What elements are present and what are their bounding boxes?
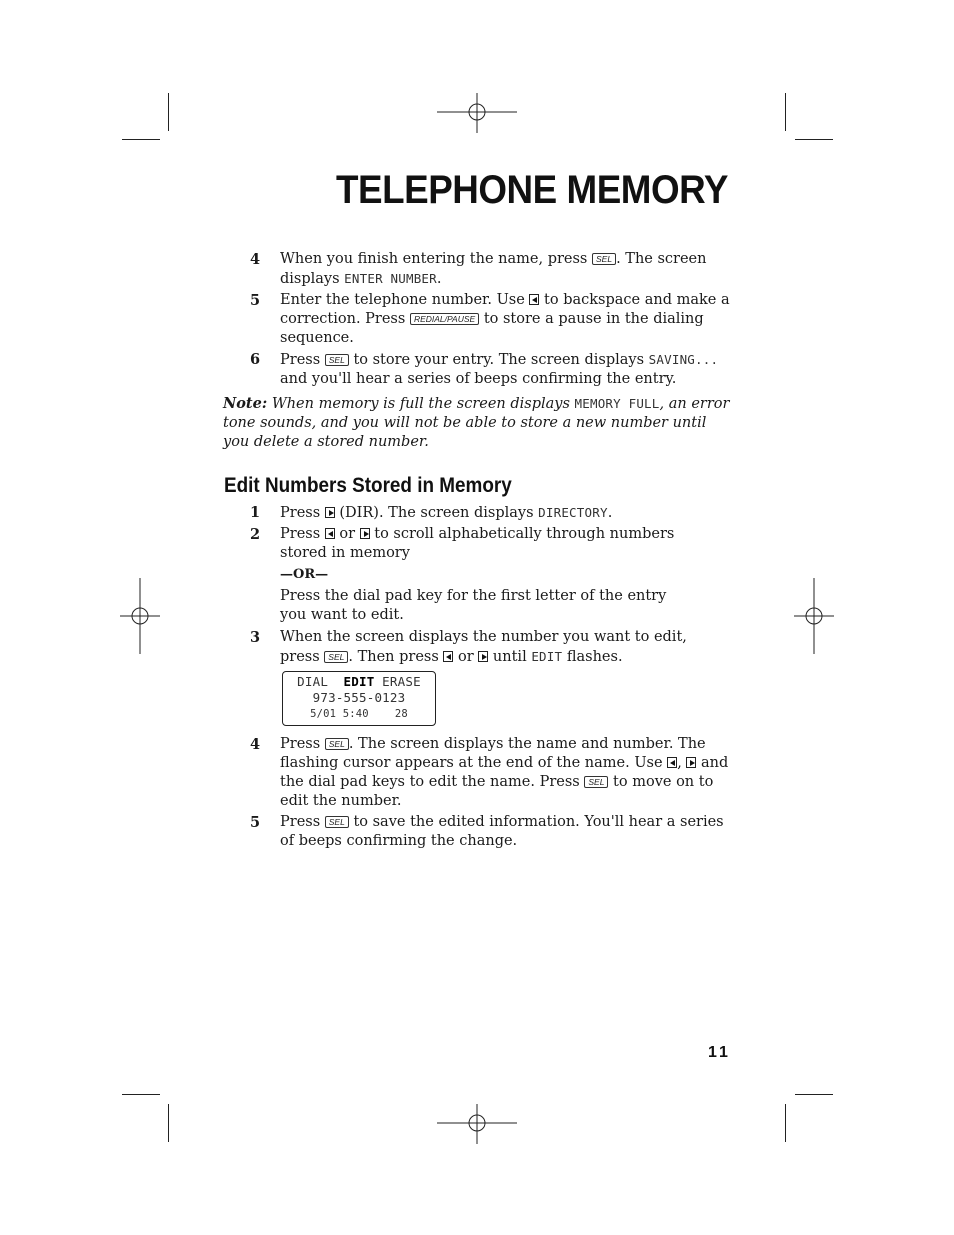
registration-crosshair-icon [437, 93, 517, 133]
crop-mark [795, 139, 833, 140]
step-text: to save the edited information. You'll hear a series of beeps confirming the change. [280, 814, 724, 849]
page-title: TELEPHONE MEMORY [335, 168, 728, 212]
right-arrow-key-icon [478, 651, 488, 662]
registration-crosshair-icon [120, 578, 160, 654]
step-text: Press [280, 352, 321, 368]
step-text: . [607, 505, 613, 521]
section-heading: Edit Numbers Stored in Memory [224, 474, 512, 497]
or-separator: —OR— [280, 567, 329, 582]
screen-text-directory: DIRECTORY [538, 505, 608, 520]
step-text: . The screen displays the name and number. The flashing cursor appears at the end of the name. Use [280, 736, 706, 771]
list-item [250, 628, 730, 667]
step-text: and the dial pad keys to edit the name. Press [280, 755, 729, 790]
sel-key-icon: SEL [325, 354, 349, 366]
crop-mark [168, 93, 169, 131]
step-text: . The screen displays [280, 251, 707, 287]
lcd-date: 5/01 [310, 708, 337, 720]
lcd-display [282, 671, 436, 726]
screen-text-saving: SAVING... [648, 352, 719, 367]
sel-key-icon: SEL [325, 816, 349, 828]
sel-key-icon: SEL [584, 776, 608, 788]
step-text: Press [280, 814, 321, 830]
lcd-info-row [283, 708, 435, 720]
note-text: , an error tone sounds, and you will not be able to store a new number until you delete a stored number. [223, 396, 730, 450]
step-text: , [677, 755, 682, 771]
list-item [250, 503, 730, 523]
right-arrow-key-icon [686, 757, 696, 768]
step-number: 2 [250, 526, 261, 543]
lcd-time: 5:40 [342, 708, 369, 720]
lcd-number: 973-555-0123 [312, 690, 406, 705]
page-number: 11 [708, 1044, 731, 1061]
screen-text-edit: EDIT [531, 649, 563, 664]
step-text: Press [280, 505, 321, 521]
right-arrow-key-icon [325, 507, 335, 518]
left-arrow-key-icon [529, 294, 539, 305]
note-label: Note: [223, 395, 268, 412]
lcd-count: 28 [394, 708, 408, 720]
list-item [250, 735, 734, 811]
step-text: Press [280, 736, 321, 752]
left-arrow-key-icon [443, 651, 453, 662]
note [223, 394, 733, 452]
screen-text-memory-full: MEMORY FULL [574, 396, 660, 411]
step-text: until [492, 649, 527, 665]
list-item [250, 250, 730, 289]
left-arrow-key-icon [325, 528, 335, 539]
step-text: and you'll hear a series of beeps confirming the entry. [280, 371, 677, 387]
step-text: flashes. [566, 649, 623, 665]
step-text: Press the dial pad key for the first letter of the entry you want to edit. [280, 588, 667, 623]
step-text: . Then press [348, 649, 439, 665]
lcd-option-edit: EDIT [343, 674, 375, 689]
step-text: When you finish entering the name, press [280, 251, 588, 267]
lcd-menu-row [283, 674, 435, 689]
list-item [250, 525, 690, 625]
step-number: 1 [250, 504, 261, 521]
crop-mark [785, 1104, 786, 1142]
crop-mark [168, 1104, 169, 1142]
step-text: When the screen displays the number you want to edit, press [280, 629, 687, 665]
step-text: or [458, 649, 474, 665]
crop-mark [122, 139, 160, 140]
screen-text-enter-number: ENTER NUMBER [344, 271, 437, 286]
crop-mark [785, 93, 786, 131]
right-arrow-key-icon [360, 528, 370, 539]
crop-mark [795, 1094, 833, 1095]
step-number: 4 [250, 736, 261, 753]
step-number: 6 [250, 351, 261, 368]
lcd-option-erase: ERASE [382, 674, 421, 689]
registration-crosshair-icon [437, 1104, 517, 1144]
sel-key-icon: SEL [592, 253, 616, 265]
step-number: 5 [250, 292, 261, 309]
step-text: to backspace and make a correction. Press [280, 292, 730, 327]
step-text: to move on to edit the number. [280, 774, 714, 809]
step-text: (DIR). The screen displays [339, 505, 534, 521]
step-number: 4 [250, 251, 261, 268]
redial-pause-key-icon: REDIAL/PAUSE [410, 313, 479, 325]
crop-mark [122, 1094, 160, 1095]
lcd-option-dial: DIAL [297, 674, 329, 689]
step-text: . [436, 271, 442, 287]
step-text: to store a pause in the dialing sequence. [280, 311, 704, 346]
list-item [250, 291, 730, 348]
list-item [250, 813, 730, 851]
sel-key-icon: SEL [324, 651, 348, 663]
list-item [250, 350, 730, 389]
step-text: Press [280, 526, 321, 542]
step-number: 3 [250, 629, 261, 646]
sel-key-icon: SEL [325, 738, 349, 750]
registration-crosshair-icon [794, 578, 834, 654]
step-text: or [339, 526, 356, 542]
note-text: When memory is full the screen displays [271, 396, 570, 412]
step-number: 5 [250, 814, 261, 831]
step-text: to store your entry. The screen displays [353, 352, 645, 368]
left-arrow-key-icon [667, 757, 677, 768]
step-text: Enter the telephone number. Use [280, 292, 525, 308]
step-text: to scroll alphabetically through numbers stored in memory [280, 526, 675, 561]
